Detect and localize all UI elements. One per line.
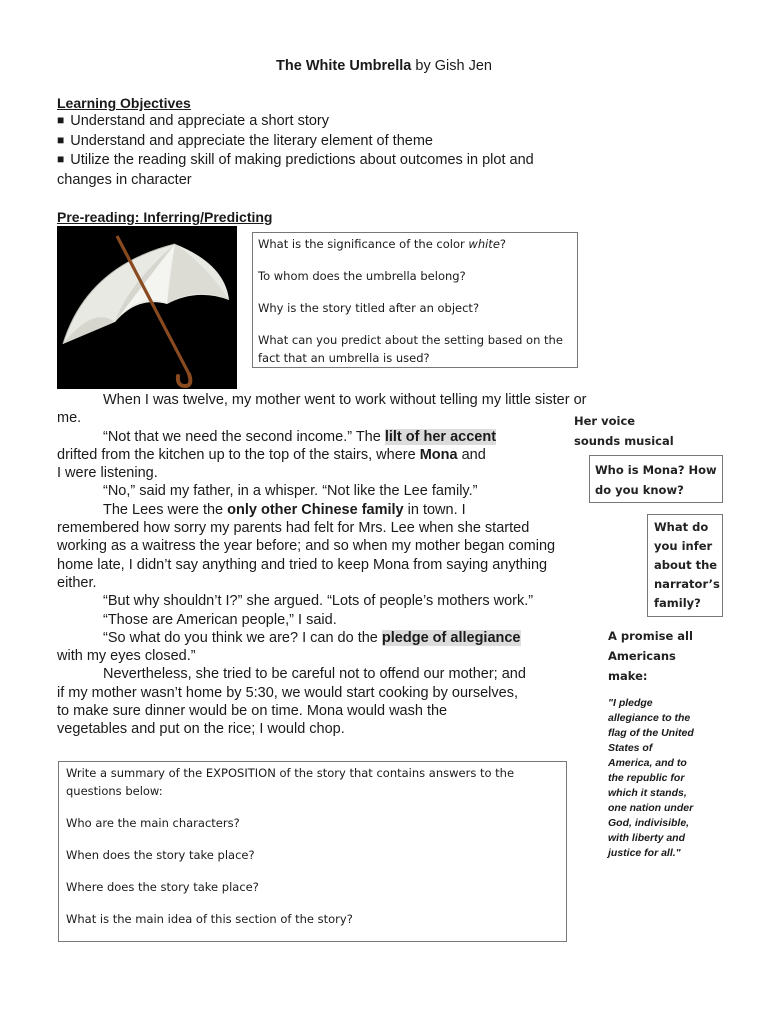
chinese-family-phrase: only other Chinese family: [227, 501, 404, 518]
document-title: [0, 58, 768, 74]
bullet-square-icon: ■: [57, 152, 65, 166]
story-line: if my mother wasn’t home by 5:30, we would start cooking by ourselves,: [57, 684, 518, 701]
story-line: “But why shouldn’t I?” she argued. “Lots of people’s mothers work.”: [103, 593, 534, 610]
story-line: drifted from the kitchen up to the top of the stairs, where Mona and: [57, 446, 486, 463]
objective-item: ■ Understand and appreciate a short story: [57, 113, 329, 129]
prereading-heading: Pre-reading: Inferring/Predicting: [57, 209, 273, 225]
story-line: When I was twelve, my mother went to work without telling my little sister or: [103, 392, 587, 408]
title-bold: The White Umbrella: [276, 58, 412, 74]
exposition-instruction: Write a summary of the EXPOSITION of the story that contains answers to the questions below:: [66, 766, 515, 798]
story-line: Nevertheless, she tried to be careful not to offend our mother; and: [103, 666, 526, 683]
objective-item: ■ Utilize the reading skill of making predictions about outcomes in plot and: [57, 152, 534, 168]
story-line: The Lees were the only other Chinese family in town. I: [103, 501, 466, 518]
story-text: [57, 391, 629, 739]
exposition-summary-box: [58, 761, 567, 942]
question: What can you predict about the setting based on the fact that an umbrella is used?: [258, 333, 563, 365]
question: What is the main idea of this section of the story?: [66, 912, 353, 926]
promise-note: A promise all Americans make:: [608, 629, 693, 683]
white-umbrella-image: [57, 226, 237, 389]
story-line: vegetables and put on the rice; I would chop.: [57, 721, 345, 738]
story-line: “Those are American people,” I said.: [103, 611, 337, 628]
story-line: remembered how sorry my parents had felt for Mrs. Lee when she started: [57, 520, 530, 537]
umbrella-icon: [57, 226, 237, 389]
objective-item-continued: changes in character: [57, 172, 192, 188]
story-line: “No,” said my father, in a whisper. “Not like the Lee family.”: [103, 483, 478, 500]
voice-note: Her voice sounds musical: [574, 414, 674, 448]
question: To whom does the umbrella belong?: [258, 269, 466, 283]
story-line: working as a waitress the year before; and so when my mother began coming: [57, 538, 556, 555]
mona-name: Mona: [419, 446, 458, 463]
story-line: “Not that we need the second income.” The lilt of her accent: [103, 428, 497, 445]
story-line: with my eyes closed.”: [57, 648, 196, 665]
question: When does the story take place?: [66, 848, 255, 862]
bullet-square-icon: ■: [57, 133, 65, 147]
title-author: by Gish Jen: [411, 58, 492, 74]
story-line: to make sure dinner would be on time. Mona would wash the: [57, 703, 448, 720]
question: Where does the story take place?: [66, 880, 259, 894]
mona-question-box: Who is Mona? How do you know?: [589, 455, 723, 503]
highlight-lilt: lilt of her accent: [384, 428, 497, 445]
question: Who are the main characters?: [66, 816, 240, 830]
family-question-box: What do you infer about the narrator’s family?: [647, 514, 723, 617]
objectives-heading: Learning Objectives: [57, 95, 191, 111]
bullet-square-icon: ■: [57, 113, 65, 127]
story-line: “So what do you think we are? I can do the pledge of allegiance: [103, 629, 521, 646]
story-line: me.: [57, 410, 82, 427]
pledge-text: "I pledge allegiance to the flag of the United States of America, and to the republic for which it stands, one nation under God, indivisible, with liberty and justice for all.": [608, 697, 694, 859]
objective-item: ■ Understand and appreciate the literary element of theme: [57, 133, 433, 149]
story-line: either.: [57, 574, 97, 591]
highlight-pledge: pledge of allegiance: [381, 629, 521, 646]
story-line: I were listening.: [57, 465, 158, 482]
question: Why is the story titled after an object?: [258, 301, 480, 315]
prereading-questions-box: [252, 232, 578, 368]
story-line: home late, I didn’t say anything and tried to keep Mona from saying anything: [57, 556, 548, 573]
question: What is the significance of the color white?: [258, 237, 507, 251]
